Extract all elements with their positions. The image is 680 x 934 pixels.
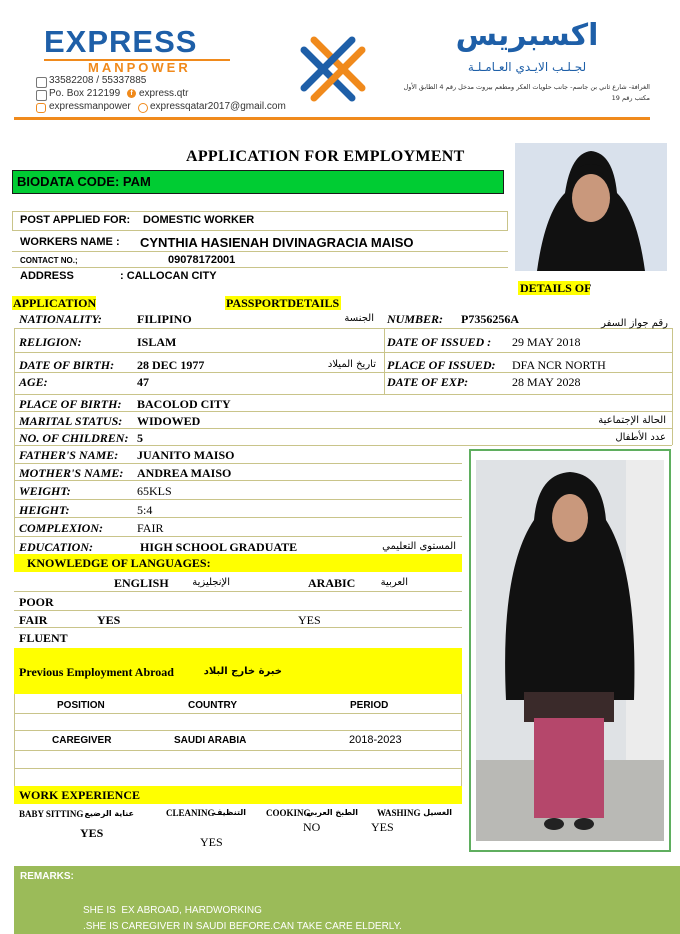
address-value: : CALLOCAN CITY — [120, 270, 217, 282]
rule-emp-2 — [14, 730, 462, 731]
height-label: HEIGHT: — [19, 503, 70, 517]
person-headshot-icon — [515, 143, 667, 271]
english-col-label: ENGLISH — [114, 576, 169, 590]
marital-arabic: الحالة الإجتماعية — [598, 415, 666, 426]
education-label: EDUCATION: — [19, 540, 94, 554]
previous-employment-arabic: خبرة خارج البلاد — [203, 666, 282, 677]
age-value: 47 — [137, 375, 149, 389]
position-col-header: POSITION — [57, 700, 105, 711]
age-label: AGE: — [19, 375, 48, 389]
post-applied-label: POST APPLIED FOR: — [20, 214, 131, 226]
remarks-panel — [14, 866, 680, 934]
header-divider — [14, 117, 650, 120]
cooking-label: COOKING — [266, 808, 311, 818]
profile-photo — [515, 143, 667, 271]
cooking-arabic: الطبخ العربي — [306, 808, 358, 817]
facebook-icon: f — [127, 89, 136, 98]
languages-heading: KNOWLEDGE OF LANGUAGES: — [27, 556, 211, 570]
phone-icon — [36, 77, 47, 88]
full-body-photo — [476, 460, 664, 841]
pob-value: BACOLOD CITY — [137, 397, 231, 411]
logo-arabic-text: اكسبريس — [455, 18, 599, 53]
dob-value: 28 DEC 1977 — [137, 358, 205, 372]
logo-express-text: EXPRESS — [44, 24, 198, 59]
passport-number-value: P7356256A — [461, 312, 519, 326]
pobox-text: Po. Box 212199 — [49, 88, 121, 99]
height-value: 5:4 — [137, 503, 153, 517]
fluent-label: FLUENT — [19, 631, 68, 645]
passport-number-label: NUMBER: — [387, 312, 444, 326]
marital-label: MARITAL STATUS: — [19, 414, 123, 428]
rule-emp-3 — [14, 750, 462, 751]
date-issued-label: DATE OF ISSUED : — [387, 335, 492, 349]
washing-arabic: الغسيل — [423, 808, 452, 817]
father-value: JUANITO MAISO — [137, 448, 235, 462]
nationality-value: FILIPINO — [137, 312, 192, 326]
rule-emp-4 — [14, 768, 462, 769]
english-col-arabic: الإنجليزية — [192, 577, 230, 588]
arabic-col-arabic: العربية — [380, 577, 408, 588]
pobox-icon — [36, 90, 47, 101]
baby-sitting-label: BABY SITTING — [19, 809, 84, 819]
employment-row-position: CAREGIVER — [52, 735, 112, 746]
nationality-arabic: الجنسة — [344, 313, 374, 324]
date-exp-label: DATE OF EXP: — [387, 375, 469, 389]
employment-row-period: 2018-2023 — [349, 734, 402, 746]
biodata-code-text: BIODATA CODE: PAM — [17, 174, 151, 189]
rule-emp-left — [14, 694, 15, 786]
full-body-photo-frame — [469, 449, 671, 852]
pob-label: PLACE OF BIRTH: — [19, 397, 122, 411]
facebook-text: express.qtr — [139, 88, 189, 99]
country-col-header: COUNTRY — [188, 700, 238, 711]
mother-label: MOTHER'S NAME: — [19, 466, 124, 480]
letterhead — [0, 0, 680, 125]
person-full-body-icon — [476, 460, 664, 841]
rule-lang-3 — [14, 627, 462, 628]
washing-label: WASHING — [377, 808, 421, 818]
details-of-text: DETAILS OF — [520, 281, 592, 295]
fair-label: FAIR — [19, 613, 48, 627]
religion-label: RELIGION: — [19, 335, 82, 349]
remarks-label: REMARKS: — [20, 871, 74, 882]
workers-name-label: WORKERS NAME : — [20, 236, 120, 248]
phones-text: 33582208 / 55337885 — [49, 75, 147, 86]
passport-details-text: PASSPORTDETAILS — [226, 296, 340, 310]
place-issued-value: DFA NCR NORTH — [512, 358, 606, 372]
date-exp-value: 28 MAY 2028 — [512, 375, 581, 389]
rule-emp-right — [461, 694, 462, 786]
date-issued-value: 29 MAY 2018 — [512, 335, 581, 349]
rule-lang-1 — [14, 591, 462, 592]
email-text: expressqatar2017@gmail.com — [150, 101, 286, 112]
address-arabic-text: الغرافة- شارع ثاني بن جاسم- جانب حلويات العكر ومطعم بيروت مدخل رقم 4 الطابق الأول مكتب رقم 19 — [403, 83, 650, 102]
cleaning-label: CLEANING — [166, 808, 215, 818]
express-emblem-icon — [292, 28, 374, 110]
weight-value: 65KLS — [137, 484, 172, 498]
children-label: NO. OF CHILDREN: — [19, 431, 129, 445]
biodata-code-bar — [12, 170, 504, 194]
period-col-header: PERIOD — [350, 700, 389, 711]
contact-value: 09078172001 — [168, 254, 236, 266]
logo-manpower-text: MANPOWER — [88, 60, 191, 75]
rule-contact — [12, 267, 508, 268]
post-applied-value: DOMESTIC WORKER — [143, 214, 255, 226]
marital-value: WIDOWED — [137, 414, 201, 428]
rule-emp-1 — [14, 713, 462, 714]
children-arabic: عدد الأطفال — [615, 432, 666, 443]
children-value: 5 — [137, 431, 143, 445]
poor-label: POOR — [19, 595, 54, 609]
dob-label: DATE OF BIRTH: — [19, 358, 115, 372]
cooking-value: NO — [303, 820, 321, 834]
english-fair-value: YES — [97, 613, 121, 627]
place-issued-label: PLACE OF ISSUED: — [387, 358, 496, 372]
address-label: ADDRESS — [20, 270, 74, 282]
father-label: FATHER'S NAME: — [19, 448, 119, 462]
complexion-value: FAIR — [137, 521, 164, 535]
weight-label: WEIGHT: — [19, 484, 71, 498]
complexion-label: COMPLEXION: — [19, 521, 104, 535]
previous-employment-heading: Previous Employment Abroad — [19, 665, 174, 679]
washing-value: YES — [371, 820, 394, 834]
rule-lang-2 — [14, 610, 462, 611]
dob-arabic: تاريخ الميلاد — [327, 359, 376, 370]
mother-value: ANDREA MAISO — [137, 466, 232, 480]
instagram-text: expressmanpower — [49, 101, 131, 112]
cleaning-value: YES — [200, 835, 223, 849]
arabic-col-label: ARABIC — [308, 576, 356, 590]
application-text: APPLICATION — [13, 296, 97, 310]
contact-label: CONTACT NO.; — [20, 256, 78, 265]
nationality-label: NATIONALITY: — [19, 312, 102, 326]
form-title: APPLICATION FOR EMPLOYMENT — [186, 148, 465, 165]
email-icon — [138, 103, 148, 113]
religion-value: ISLAM — [137, 335, 177, 349]
passport-number-arabic: رقم جواز السفر — [601, 318, 668, 329]
work-experience-heading: WORK EXPERIENCE — [19, 788, 141, 802]
logo-arabic-subtitle: لجـلـب الايـدي العـامـلـة — [467, 60, 587, 74]
remarks-line-1: SHE IS EX ABROAD, HARDWORKING — [83, 905, 262, 916]
rule-name — [12, 251, 508, 252]
education-arabic: المستوى التعليمي — [382, 541, 456, 552]
instagram-icon — [36, 103, 46, 113]
remarks-line-2: .SHE IS CAREGIVER IN SAUDI BEFORE.CAN TAKE CARE ELDERLY. — [83, 921, 402, 932]
workers-name-value: CYNTHIA HASIENAH DIVINAGRACIA MAISO — [140, 235, 414, 250]
baby-sitting-value: YES — [80, 826, 104, 840]
education-value: HIGH SCHOOL GRADUATE — [140, 540, 298, 554]
baby-sitting-arabic: عناية الرضيع — [84, 809, 134, 818]
employment-row-country: SAUDI ARABIA — [174, 735, 247, 746]
arabic-fair-value: YES — [298, 613, 321, 627]
cleaning-arabic: التنظيف — [213, 808, 246, 817]
